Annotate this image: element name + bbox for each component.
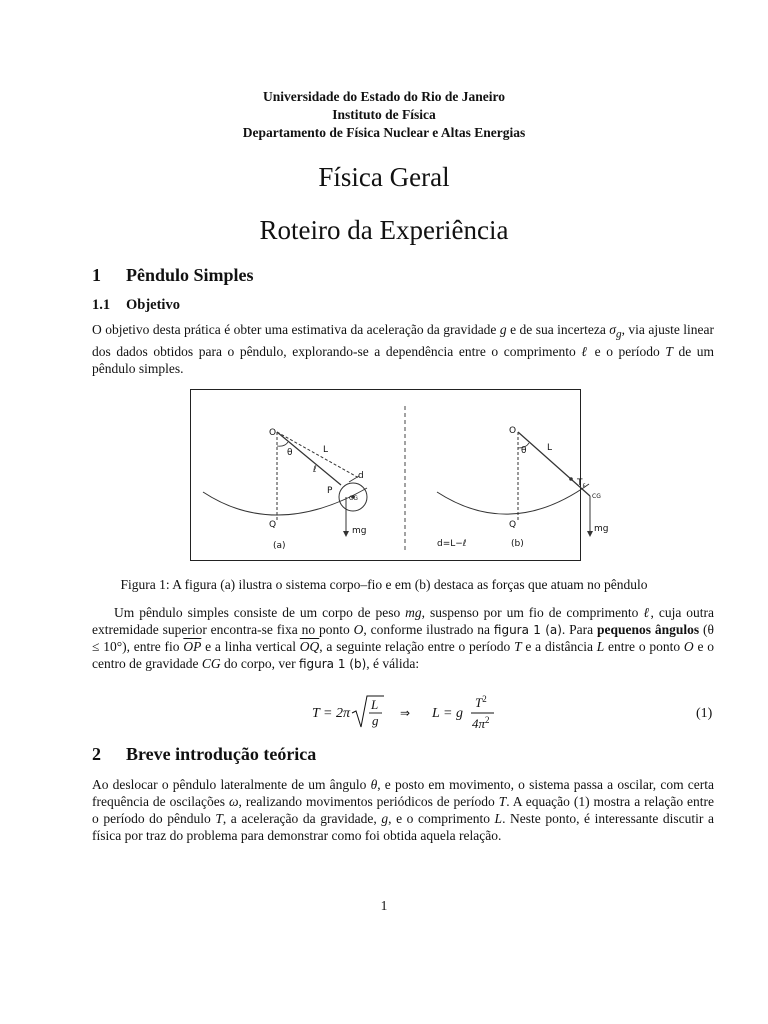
subsection-number: 1.1 (92, 297, 111, 313)
tension-point-b (569, 477, 573, 481)
label-O-a: O (269, 428, 277, 438)
intro-paragraph: Um pêndulo simples consiste de um corpo de peso mg, suspenso por um fio de comprimento ℓ, cuja outra extremidade superior encontra-se fixa no ponto O, conforme ilustrado na figura 1 (a). Para pequenos ângulos (θ ≤ 10°), entre fio $\overline{OP}$ e a linha vertical $\overline{OQ}$, a seguinte relação entre o período T e a distância L entre o ponto O e o centro de gravidade CG do corpo, ver figura 1 (b), é válida: (92, 605, 714, 671)
equation-1 (0, 690, 768, 734)
sqrt-sign (352, 696, 384, 727)
string-a (277, 432, 341, 485)
weight-arrowhead-a (343, 531, 349, 537)
label-CG-a: CG (349, 495, 358, 502)
label-theta-b: θ (521, 446, 527, 456)
figure-1b-link[interactable]: figura 1 (b) (298, 656, 367, 671)
section-title: Breve introdução teórica (126, 744, 317, 764)
department-name: Departamento de Física Nuclear e Altas Energias (242, 125, 526, 140)
swing-arc-b (437, 484, 589, 514)
panel-b (437, 426, 608, 549)
label-L-b: L (547, 443, 553, 453)
label-mg-a: mg (352, 526, 367, 536)
section-number: 2 (92, 744, 101, 764)
section-title: Pêndulo Simples (126, 265, 254, 285)
label-panel-a: (a) (273, 541, 286, 551)
figure-caption: Figura 1: A figura (a) ilustra o sistema corpo–fio e em (b) destaca as forças que atuam no pêndulo (120, 577, 648, 592)
section-2-heading (92, 744, 316, 765)
pendulum-figure (190, 389, 609, 561)
institute-name: Instituto de Física (332, 107, 436, 122)
implies-arrow: ⇒ (400, 706, 411, 720)
fraction-1-denominator: g (372, 713, 379, 728)
course-title: Física Geral (318, 162, 450, 192)
label-P-a: P (327, 486, 333, 496)
equation-lhs-1: T = 2π (312, 706, 350, 721)
figure-1a-link[interactable]: figura 1 (a) (493, 622, 562, 637)
fraction-2-numerator: $T^2$ (475, 694, 487, 710)
pendulum-diagram (191, 390, 609, 560)
label-d-a: d (358, 471, 364, 481)
equation-number: (1) (696, 706, 713, 721)
label-ell-a: ℓ (313, 465, 317, 475)
equation-lhs-2: L = g (432, 706, 463, 721)
label-theta-a: θ (287, 448, 293, 458)
subsection-1-1-heading (92, 297, 180, 314)
label-L-a: L (323, 445, 329, 455)
equation-svg (0, 690, 768, 734)
university-name: Universidade do Estado do Rio de Janeiro (262, 89, 506, 104)
label-CG-b: CG (592, 493, 601, 500)
weight-arrowhead-b (587, 531, 593, 537)
fraction-2-denominator: $4\pi^2$ (472, 715, 490, 731)
angle-arc-a (277, 442, 288, 446)
page-number: 1 (380, 898, 388, 913)
label-d-equation-b: d=L−ℓ (437, 539, 467, 549)
label-O-b: O (509, 426, 517, 436)
label-panel-b: (b) (511, 539, 524, 549)
document-title: Roteiro da Experiência (259, 215, 509, 245)
objective-paragraph: O objetivo desta prática é obter uma estimativa da aceleração da gravidade g e de sua incerteza $\sigma_g$, via ajuste linear dos dados obtidos para o pêndulo, explorando-se a dependência entre o comprimento ℓ e o período T de um pêndulo simples. (92, 322, 714, 376)
label-Q-b: Q (509, 520, 517, 530)
label-Q-a: Q (269, 520, 277, 530)
panel-a (203, 428, 367, 551)
label-mg-b: mg (594, 524, 609, 534)
label-T-b: $T_\varepsilon$ (577, 478, 586, 489)
swing-arc-a (203, 488, 367, 515)
institution-header (0, 88, 768, 142)
subsection-title: Objetivo (126, 297, 180, 313)
fraction-1-numerator: L (371, 697, 379, 712)
section-1-heading (92, 265, 254, 286)
section-number: 1 (92, 265, 101, 285)
theory-paragraph: Ao deslocar o pêndulo lateralmente de um ângulo θ, e posto em movimento, o sistema passa a oscilar, com certa frequência de oscilações ω, realizando movimentos periódicos de período T. A equação (1) mostra a relação entre o período do pêndulo T, a aceleração da gravidade, g, e o comprimento L. Neste ponto, é interessante discutir a física por traz do problema para demonstrar como foi obtida aquela relação. (92, 777, 714, 843)
